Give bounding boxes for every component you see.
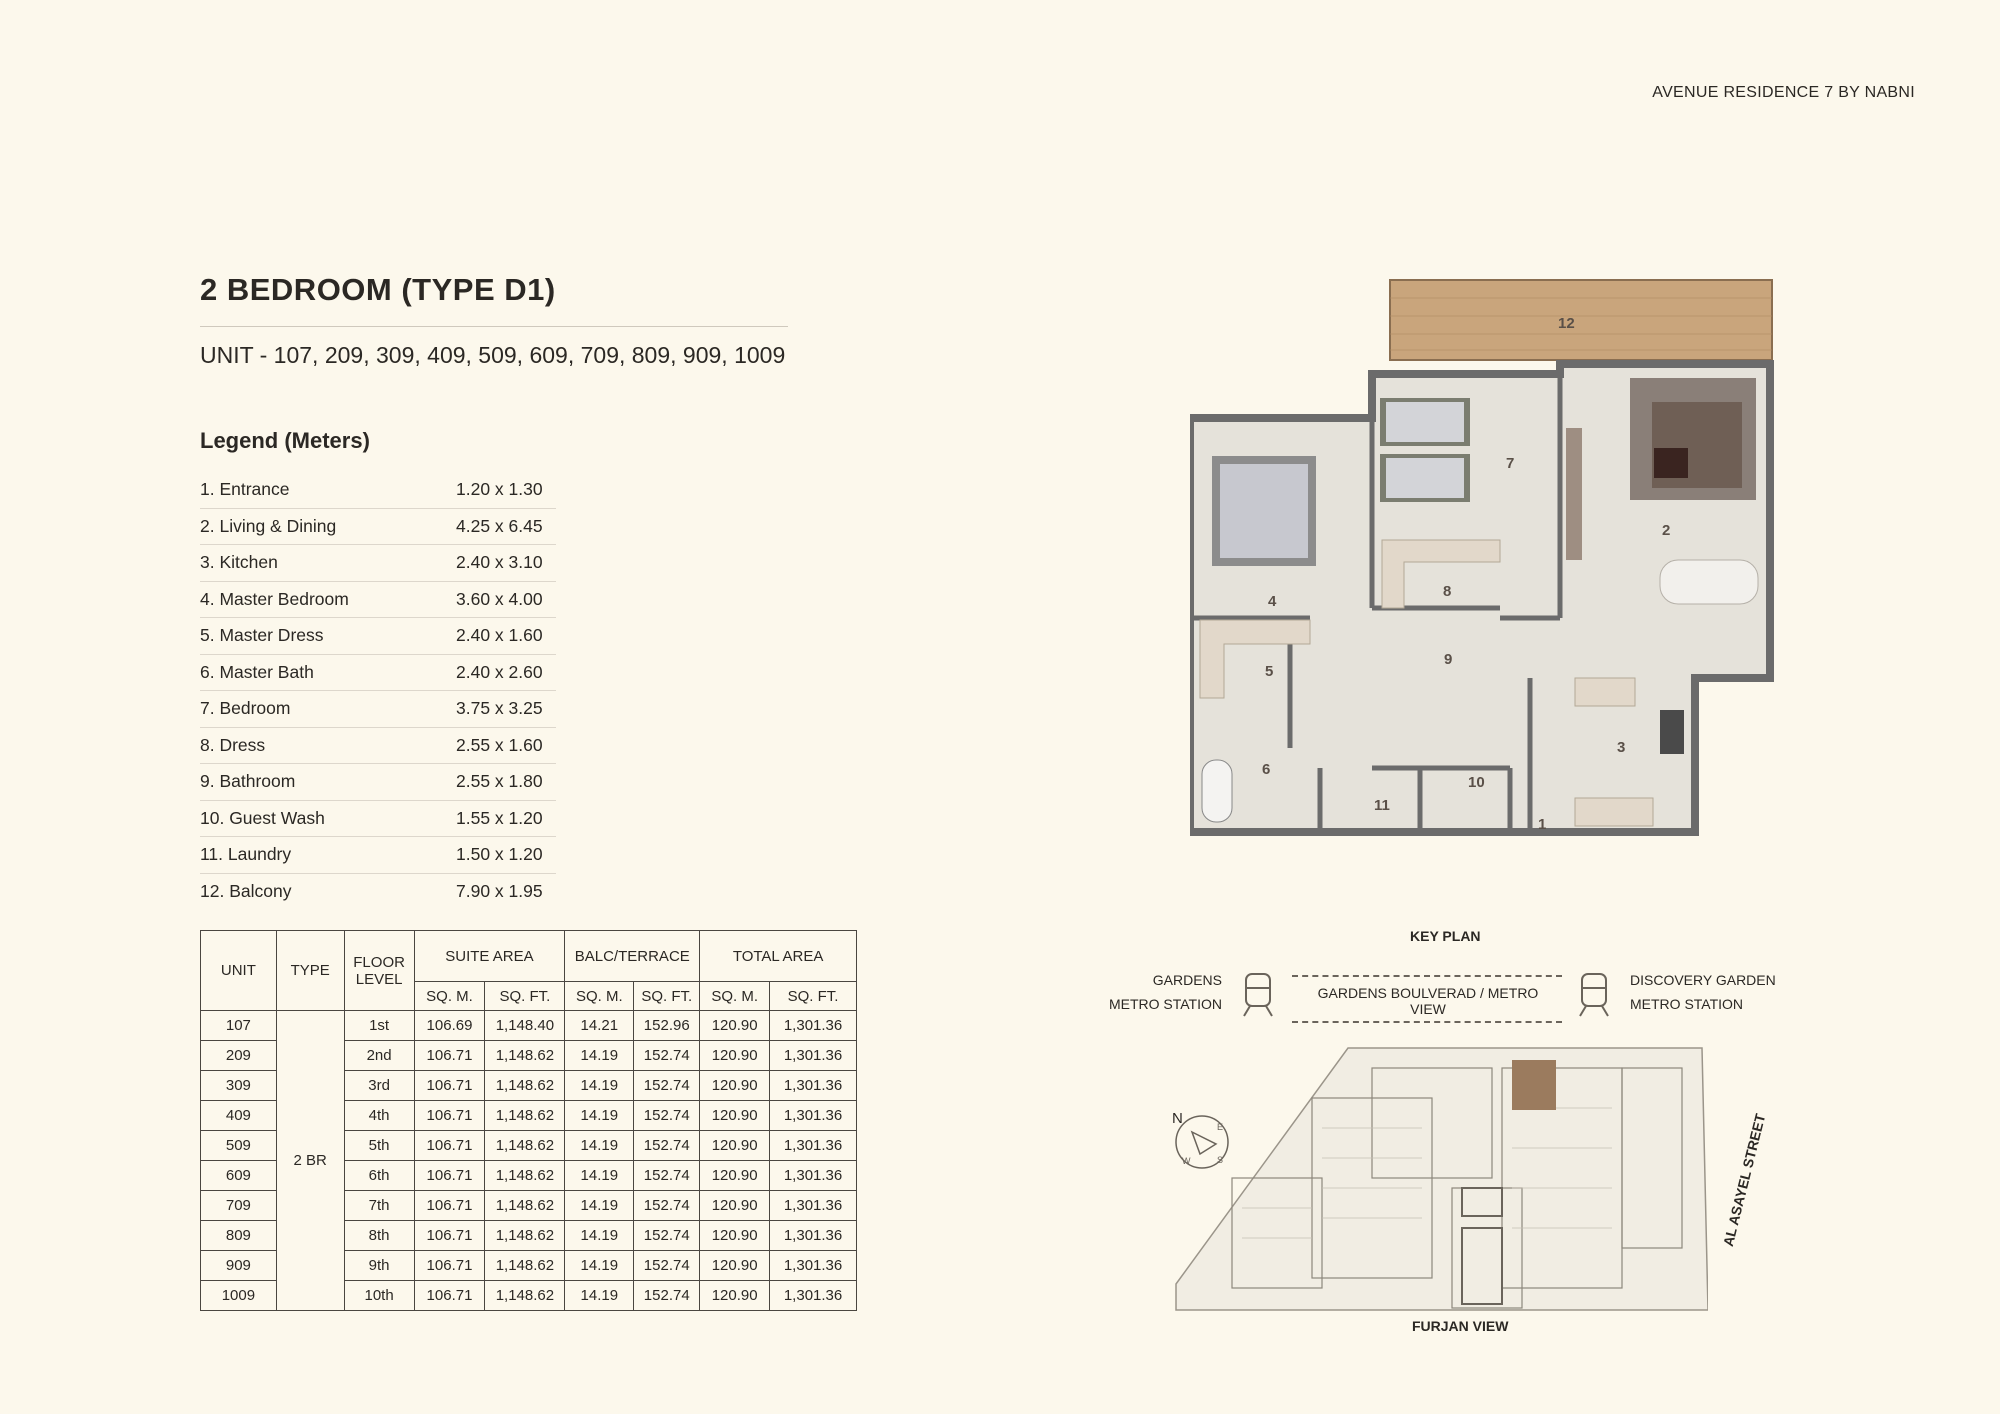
legend-title: Legend (Meters) bbox=[200, 428, 370, 453]
cell-balc-sqm: 14.19 bbox=[565, 1041, 634, 1071]
cell-unit: 609 bbox=[201, 1161, 277, 1191]
single-bed-cover bbox=[1386, 402, 1464, 442]
legend-item bbox=[200, 691, 556, 728]
cell-balc-sqft: 152.74 bbox=[634, 1221, 700, 1251]
room-number-8: 8 bbox=[1443, 583, 1452, 600]
cell-suite-sqm: 106.71 bbox=[414, 1101, 485, 1131]
cell-total-sqft: 1,301.36 bbox=[770, 1101, 857, 1131]
legend-item-dimension: 3.60 x 4.00 bbox=[456, 588, 543, 609]
cell-floor: 10th bbox=[344, 1281, 414, 1311]
legend-item bbox=[200, 582, 556, 619]
header-type: TYPE bbox=[276, 931, 344, 1011]
cell-floor: 5th bbox=[344, 1131, 414, 1161]
cell-unit: 909 bbox=[201, 1251, 277, 1281]
header-unit: UNIT bbox=[201, 931, 277, 1011]
legend-item-dimension: 1.50 x 1.20 bbox=[456, 844, 543, 865]
kitchen-counter bbox=[1575, 678, 1635, 706]
cell-balc-sqft: 152.74 bbox=[634, 1251, 700, 1281]
cell-suite-sqm: 106.69 bbox=[414, 1011, 485, 1041]
cell-suite-sqm: 106.71 bbox=[414, 1071, 485, 1101]
metro-train-icon bbox=[1238, 970, 1278, 1020]
room-number-4: 4 bbox=[1268, 593, 1277, 610]
cell-suite-sqm: 106.71 bbox=[414, 1191, 485, 1221]
legend-item-name: 5. Master Dress bbox=[200, 625, 324, 646]
key-plan-map bbox=[1172, 1038, 1708, 1312]
cell-total-sqm: 120.90 bbox=[700, 1041, 770, 1071]
discovery-garden-metro-label bbox=[1630, 968, 1800, 1016]
cell-balc-sqm: 14.19 bbox=[565, 1161, 634, 1191]
key-plan-title: KEY PLAN bbox=[1410, 928, 1481, 944]
cell-total-sqm: 120.90 bbox=[700, 1101, 770, 1131]
room-number-2: 2 bbox=[1662, 522, 1671, 539]
legend-item-name: 12. Balcony bbox=[200, 880, 292, 901]
station-name: GARDENS bbox=[1152, 972, 1222, 988]
cell-balc-sqft: 152.74 bbox=[634, 1131, 700, 1161]
coffee-table bbox=[1654, 448, 1688, 478]
station-type: METRO STATION bbox=[1630, 996, 1744, 1012]
cell-total-sqft: 1,301.36 bbox=[770, 1191, 857, 1221]
cell-total-sqm: 120.90 bbox=[700, 1131, 770, 1161]
cell-balc-sqm: 14.19 bbox=[565, 1281, 634, 1311]
legend-item-dimension: 2.40 x 2.60 bbox=[456, 661, 543, 682]
units-line: UNIT - 107, 209, 309, 409, 509, 609, 709, 809, 909, 1009 bbox=[200, 342, 786, 368]
cell-unit: 209 bbox=[201, 1041, 277, 1071]
floor-plan bbox=[1190, 278, 1780, 838]
legend-item bbox=[200, 618, 556, 655]
unit-area-table bbox=[200, 930, 857, 1311]
header-balc-terrace: BALC/TERRACE bbox=[565, 931, 700, 982]
station-name: DISCOVERY GARDEN bbox=[1630, 972, 1776, 988]
cell-suite-sqm: 106.71 bbox=[414, 1131, 485, 1161]
cell-unit: 107 bbox=[201, 1011, 277, 1041]
cell-unit: 409 bbox=[201, 1101, 277, 1131]
compass-north: N bbox=[1172, 1110, 1183, 1127]
cell-balc-sqft: 152.74 bbox=[634, 1041, 700, 1071]
cell-balc-sqm: 14.19 bbox=[565, 1101, 634, 1131]
kitchen-cooktop bbox=[1575, 798, 1653, 826]
cell-floor: 1st bbox=[344, 1011, 414, 1041]
legend-item-name: 10. Guest Wash bbox=[200, 807, 325, 828]
legend-item-dimension: 2.55 x 1.80 bbox=[456, 771, 543, 792]
site-outline bbox=[1176, 1048, 1708, 1310]
legend-item-dimension: 1.20 x 1.30 bbox=[456, 479, 543, 500]
header-sqm: SQ. M. bbox=[700, 982, 770, 1011]
balcony-area bbox=[1390, 280, 1772, 360]
legend-item-name: 9. Bathroom bbox=[200, 771, 296, 792]
cell-suite-sqft: 1,148.62 bbox=[485, 1161, 565, 1191]
cell-floor: 6th bbox=[344, 1161, 414, 1191]
cell-balc-sqm: 14.19 bbox=[565, 1251, 634, 1281]
legend-item-dimension: 7.90 x 1.95 bbox=[456, 880, 543, 901]
gardens-metro-label bbox=[1090, 968, 1222, 1016]
legend-item-dimension: 4.25 x 6.45 bbox=[456, 515, 543, 536]
room-number-1: 1 bbox=[1538, 816, 1547, 833]
header-sqft: SQ. FT. bbox=[634, 982, 700, 1011]
cell-suite-sqm: 106.71 bbox=[414, 1281, 485, 1311]
cell-total-sqm: 120.90 bbox=[700, 1251, 770, 1281]
compass-south: S bbox=[1217, 1155, 1224, 1165]
legend-list bbox=[200, 472, 556, 909]
cell-total-sqft: 1,301.36 bbox=[770, 1071, 857, 1101]
legend-item-name: 11. Laundry bbox=[200, 844, 292, 865]
cell-unit: 709 bbox=[201, 1191, 277, 1221]
cell-suite-sqft: 1,148.62 bbox=[485, 1131, 565, 1161]
legend-item bbox=[200, 655, 556, 692]
room-number-5: 5 bbox=[1265, 663, 1274, 680]
cell-balc-sqft: 152.74 bbox=[634, 1281, 700, 1311]
room-number-3: 3 bbox=[1617, 739, 1626, 756]
cell-balc-sqft: 152.74 bbox=[634, 1101, 700, 1131]
cell-total-sqm: 120.90 bbox=[700, 1221, 770, 1251]
room-number-12: 12 bbox=[1558, 315, 1575, 332]
tv-unit bbox=[1566, 428, 1582, 560]
compass-east: E bbox=[1217, 1122, 1224, 1132]
compass-west: W bbox=[1182, 1156, 1191, 1166]
cell-floor: 7th bbox=[344, 1191, 414, 1221]
single-bed-cover bbox=[1386, 458, 1464, 498]
cell-balc-sqft: 152.74 bbox=[634, 1071, 700, 1101]
cell-balc-sqft: 152.74 bbox=[634, 1161, 700, 1191]
cell-type: 2 BR bbox=[276, 1011, 344, 1311]
cell-suite-sqft: 1,148.62 bbox=[485, 1281, 565, 1311]
header-sqft: SQ. FT. bbox=[770, 982, 857, 1011]
header-suite-area: SUITE AREA bbox=[414, 931, 565, 982]
cell-suite-sqm: 106.71 bbox=[414, 1041, 485, 1071]
cell-balc-sqft: 152.96 bbox=[634, 1011, 700, 1041]
cell-total-sqft: 1,301.36 bbox=[770, 1251, 857, 1281]
brand-label: AVENUE RESIDENCE 7 BY NABNI bbox=[1652, 84, 1915, 101]
station-type: METRO STATION bbox=[1108, 996, 1222, 1012]
legend-item bbox=[200, 728, 556, 765]
legend-item bbox=[200, 545, 556, 582]
legend-item-dimension: 2.55 x 1.60 bbox=[456, 734, 543, 755]
dining-table bbox=[1660, 560, 1758, 604]
cell-floor: 4th bbox=[344, 1101, 414, 1131]
cell-suite-sqft: 1,148.62 bbox=[485, 1101, 565, 1131]
legend-item bbox=[200, 509, 556, 546]
room-number-9: 9 bbox=[1444, 651, 1453, 668]
room-number-7: 7 bbox=[1506, 455, 1515, 472]
cell-total-sqft: 1,301.36 bbox=[770, 1161, 857, 1191]
room-number-11: 11 bbox=[1374, 797, 1390, 814]
cell-unit: 1009 bbox=[201, 1281, 277, 1311]
cell-suite-sqm: 106.71 bbox=[414, 1251, 485, 1281]
furjan-view-label: FURJAN VIEW bbox=[1412, 1318, 1509, 1334]
legend-item-name: 8. Dress bbox=[200, 734, 266, 755]
cell-suite-sqm: 106.71 bbox=[414, 1161, 485, 1191]
cell-total-sqft: 1,301.36 bbox=[770, 1131, 857, 1161]
cell-total-sqm: 120.90 bbox=[700, 1011, 770, 1041]
cell-suite-sqft: 1,148.62 bbox=[485, 1221, 565, 1251]
metro-train-icon bbox=[1574, 970, 1614, 1020]
cell-suite-sqft: 1,148.62 bbox=[485, 1191, 565, 1221]
legend-item bbox=[200, 837, 556, 874]
master-bed-cover bbox=[1220, 464, 1308, 558]
cell-total-sqm: 120.90 bbox=[700, 1281, 770, 1311]
kitchen-sink bbox=[1660, 710, 1684, 754]
legend-item-dimension: 2.40 x 1.60 bbox=[456, 625, 543, 646]
title-divider bbox=[200, 326, 788, 327]
cell-balc-sqm: 14.19 bbox=[565, 1191, 634, 1221]
cell-balc-sqm: 14.19 bbox=[565, 1131, 634, 1161]
cell-unit: 309 bbox=[201, 1071, 277, 1101]
cell-total-sqft: 1,301.36 bbox=[770, 1281, 857, 1311]
cell-floor: 9th bbox=[344, 1251, 414, 1281]
highlighted-unit bbox=[1512, 1060, 1556, 1110]
legend-item-name: 2. Living & Dining bbox=[200, 515, 337, 536]
legend-item bbox=[200, 764, 556, 801]
cell-floor: 3rd bbox=[344, 1071, 414, 1101]
bathtub bbox=[1202, 760, 1232, 822]
cell-balc-sqft: 152.74 bbox=[634, 1191, 700, 1221]
cell-balc-sqm: 14.19 bbox=[565, 1071, 634, 1101]
legend-item-dimension: 2.40 x 3.10 bbox=[456, 552, 543, 573]
room-number-6: 6 bbox=[1262, 761, 1271, 778]
cell-suite-sqft: 1,148.40 bbox=[485, 1011, 565, 1041]
boulevard-label: GARDENS BOULVERAD / METRO VIEW bbox=[1317, 985, 1539, 1017]
cell-floor: 8th bbox=[344, 1221, 414, 1251]
legend-item-name: 1. Entrance bbox=[200, 479, 290, 500]
legend-item bbox=[200, 874, 556, 910]
cell-total-sqft: 1,301.36 bbox=[770, 1011, 857, 1041]
header-sqm: SQ. M. bbox=[414, 982, 485, 1011]
legend-item-name: 4. Master Bedroom bbox=[200, 588, 349, 609]
cell-total-sqm: 120.90 bbox=[700, 1161, 770, 1191]
cell-floor: 2nd bbox=[344, 1041, 414, 1071]
cell-suite-sqm: 106.71 bbox=[414, 1221, 485, 1251]
cell-total-sqm: 120.90 bbox=[700, 1191, 770, 1221]
cell-total-sqft: 1,301.36 bbox=[770, 1041, 857, 1071]
cell-suite-sqft: 1,148.62 bbox=[485, 1041, 565, 1071]
legend-item-dimension: 3.75 x 3.25 bbox=[456, 698, 543, 719]
cell-unit: 809 bbox=[201, 1221, 277, 1251]
legend-item-name: 6. Master Bath bbox=[200, 661, 314, 682]
cell-suite-sqft: 1,148.62 bbox=[485, 1071, 565, 1101]
header-floor-level: FLOOR LEVEL bbox=[344, 931, 414, 1011]
room-number-10: 10 bbox=[1468, 774, 1485, 791]
header-sqft: SQ. FT. bbox=[485, 982, 565, 1011]
legend-item-name: 7. Bedroom bbox=[200, 698, 291, 719]
table-row bbox=[201, 1011, 857, 1041]
legend-item-name: 3. Kitchen bbox=[200, 552, 278, 573]
page-title: 2 BEDROOM (TYPE D1) bbox=[200, 272, 556, 307]
cell-suite-sqft: 1,148.62 bbox=[485, 1251, 565, 1281]
header-total-area: TOTAL AREA bbox=[700, 931, 857, 982]
legend-item bbox=[200, 472, 556, 509]
cell-total-sqft: 1,301.36 bbox=[770, 1221, 857, 1251]
cell-unit: 509 bbox=[201, 1131, 277, 1161]
cell-total-sqm: 120.90 bbox=[700, 1071, 770, 1101]
legend-item bbox=[200, 801, 556, 838]
al-asayel-street-label: AL ASAYEL STREET bbox=[1719, 1112, 1769, 1248]
header-sqm: SQ. M. bbox=[565, 982, 634, 1011]
cell-balc-sqm: 14.19 bbox=[565, 1221, 634, 1251]
legend-item-dimension: 1.55 x 1.20 bbox=[456, 807, 543, 828]
cell-balc-sqm: 14.21 bbox=[565, 1011, 634, 1041]
